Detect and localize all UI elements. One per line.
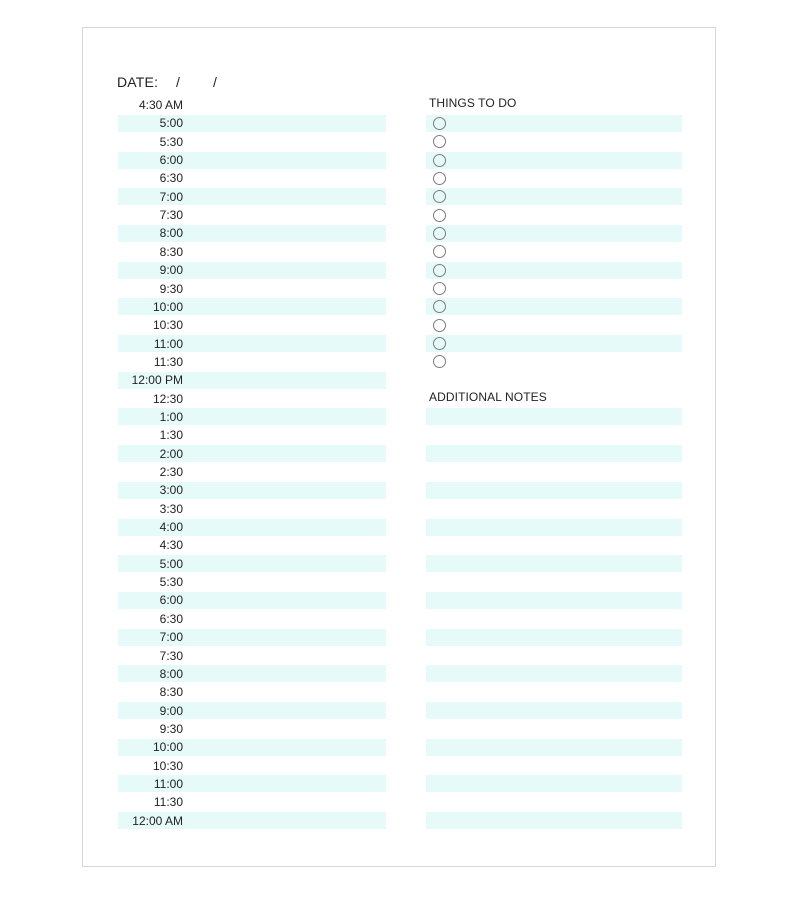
todo-row-band[interactable] [426,115,682,132]
time-slot-label: 12:00 AM [132,813,183,828]
time-slot-label: 5:00 [159,556,183,571]
notes-line-band[interactable] [426,775,682,792]
todo-row-band[interactable] [426,188,682,205]
time-slot-label: 10:30 [152,318,183,333]
notes-line-band[interactable] [426,739,682,756]
date-field[interactable] [117,74,218,90]
notes-line-band[interactable] [426,702,682,719]
time-slot-label: 6:00 [159,153,183,168]
todo-checkbox[interactable] [433,264,446,277]
notes-line-band[interactable] [426,555,682,572]
todo-checkbox[interactable] [433,172,446,185]
todo-checkbox[interactable] [433,282,446,295]
time-slot-label: 2:00 [159,446,183,461]
time-slot-label: 11:00 [153,336,183,351]
notes-line-band[interactable] [426,519,682,536]
time-slot-label: 8:30 [159,244,183,259]
time-slot-label: 10:00 [152,299,183,314]
time-slot-label: 7:00 [159,189,183,204]
things-to-do-heading: THINGS TO DO [429,96,517,110]
notes-line-band[interactable] [426,482,682,499]
time-slot-label: 7:30 [159,648,183,663]
time-slot-label: 8:00 [159,666,183,681]
additional-notes-heading: ADDITIONAL NOTES [429,390,547,404]
time-slot-label: 5:30 [159,575,183,590]
time-slot-label: 9:30 [159,721,183,736]
time-slot-label: 8:30 [159,685,183,700]
time-slot-label: 9:00 [159,703,183,718]
time-slot-label: 10:00 [152,740,183,755]
time-slot-label: 1:30 [159,428,183,443]
time-slot-label: 8:00 [159,226,183,241]
notes-line-band[interactable] [426,592,682,609]
time-slot-label: 3:30 [159,501,183,516]
time-slot-label: 12:00 PM [131,373,183,388]
notes-line-band[interactable] [426,812,682,829]
time-slot-label: 6:30 [159,171,183,186]
todo-checkbox[interactable] [433,319,446,332]
todo-row-band[interactable] [426,298,682,315]
time-slot-label: 6:00 [159,593,183,608]
notes-line-band[interactable] [426,665,682,682]
todo-checkbox[interactable] [433,209,446,222]
todo-checkbox[interactable] [433,117,446,130]
todo-row-band[interactable] [426,225,682,242]
time-slot-label: 9:30 [159,281,183,296]
time-slot-label: 4:30 [159,538,183,553]
time-slot-label: 7:30 [159,208,183,223]
time-slot-label: 5:00 [159,116,183,131]
todo-checkbox[interactable] [433,337,446,350]
todo-checkbox[interactable] [433,227,446,240]
date-separator-month: / [176,74,181,90]
time-slot-label: 10:30 [152,758,183,773]
todo-checkbox[interactable] [433,154,446,167]
time-slot-label: 4:30 AM [138,98,183,112]
todo-row-band[interactable] [426,262,682,279]
time-slot-label: 11:00 [153,776,183,791]
time-slot-label: 6:30 [159,611,183,626]
time-slot-label: 11:30 [153,354,183,369]
date-separator-day: / [213,74,218,90]
time-slot-label: 4:00 [159,520,183,535]
time-slot-label: 3:00 [159,483,183,498]
time-slot-label: 7:00 [159,630,183,645]
todo-row-band[interactable] [426,335,682,352]
time-slot-label: 5:30 [159,134,183,149]
notes-line-band[interactable] [426,408,682,425]
todo-row-band[interactable] [426,152,682,169]
time-slot-label: 11:30 [153,795,183,810]
date-label: DATE: [117,74,159,90]
notes-line-band[interactable] [426,445,682,462]
time-slot-label: 9:00 [159,263,183,278]
time-slot-label: 1:00 [159,409,183,424]
time-slot-label: 12:30 [152,391,183,406]
time-slot-label: 2:30 [159,465,183,479]
notes-line-band[interactable] [426,629,682,646]
